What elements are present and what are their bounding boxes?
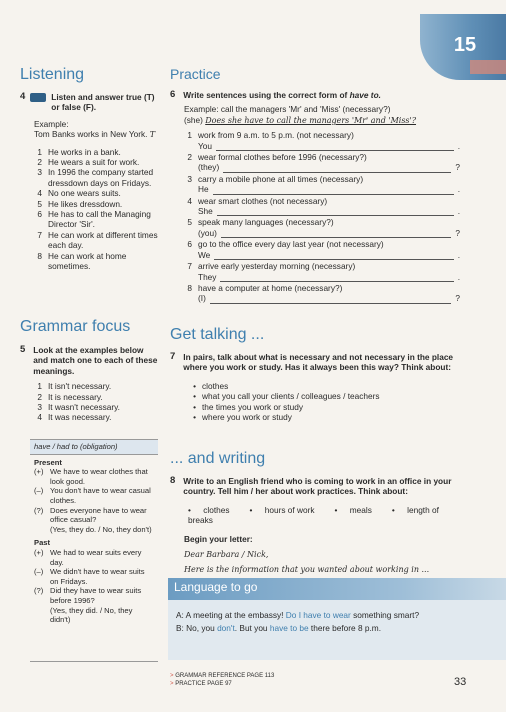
grammar-example	[34, 525, 154, 535]
answer-row	[198, 228, 460, 238]
list-item	[34, 147, 160, 157]
cassette-icon	[30, 93, 46, 102]
grammar-example	[34, 567, 154, 586]
bullet-icon: •	[193, 401, 196, 412]
item-text: He can work at home sometimes.	[48, 250, 127, 272]
references	[170, 672, 274, 688]
answer-subject: (I)	[198, 293, 206, 304]
answer-row	[198, 250, 460, 260]
practice-items	[184, 130, 460, 304]
item-number: 4	[37, 188, 42, 199]
exercise-instruction: Write sentences using the correct form of	[183, 90, 350, 100]
example-sign	[34, 525, 46, 535]
item-prompt: work from 9 a.m. to 5 p.m. (not necessary)	[198, 130, 354, 141]
bullet-item	[188, 402, 460, 412]
answer-blank[interactable]	[213, 187, 454, 195]
bullet-text: the times you work or study	[202, 401, 303, 412]
example-prefix: (she)	[184, 114, 203, 125]
example-answer: Does she have to call the managers 'Mr' and 'Miss'?	[205, 115, 417, 125]
practice-prompt-row	[184, 217, 460, 227]
item-number: 6	[187, 239, 192, 250]
listening-heading: Listening	[20, 66, 85, 83]
list-item	[34, 157, 160, 167]
answer-end: .	[457, 206, 460, 217]
answer-end: ?	[455, 227, 460, 238]
practice-prompt-row	[184, 152, 460, 162]
line-a-prefix: A: A meeting at the embassy!	[176, 610, 284, 620]
answer-subject: We	[198, 249, 211, 260]
practice-prompt-row	[184, 239, 460, 249]
answer-end: .	[457, 140, 460, 151]
answer-row	[198, 141, 460, 151]
exercise-6	[170, 90, 460, 305]
practice-item	[184, 174, 460, 195]
line-a-highlight: Do I have to wear	[285, 610, 351, 620]
practice-heading: Practice	[170, 66, 221, 82]
example-sign: (?)	[34, 586, 44, 596]
example-sign: (?)	[34, 505, 44, 515]
page-number: 33	[454, 676, 467, 688]
practice-reference: PRACTICE PAGE 97	[175, 681, 232, 687]
answer-row	[198, 272, 460, 282]
bullet-icon: •	[334, 504, 340, 515]
listening-items	[34, 147, 160, 272]
item-text: It is necessary.	[48, 391, 103, 402]
item-number: 5	[37, 198, 42, 209]
grammar-example	[34, 606, 154, 625]
item-prompt: speak many languages (necessary?)	[198, 217, 334, 228]
bullet-item	[188, 391, 460, 401]
list-item	[34, 392, 160, 402]
present-examples	[34, 467, 154, 534]
practice-prompt-row	[184, 174, 460, 184]
dialogue-line-a	[176, 610, 498, 620]
exercise-number: 5	[20, 344, 26, 355]
exercise-8	[170, 476, 460, 576]
item-number: 4	[37, 412, 42, 423]
practice-item	[184, 152, 460, 173]
arrow-right-icon: >	[170, 673, 174, 679]
practice-prompt-row	[184, 261, 460, 271]
bullet-text: clothes	[202, 380, 229, 391]
bullet-text: length of breaks	[188, 504, 439, 526]
past-examples	[34, 548, 154, 625]
example-text: Did they have to wear suits before 1996?	[50, 586, 142, 605]
example-label: Example:	[34, 118, 69, 129]
grammar-box-title: have / had to (obligation)	[30, 440, 158, 455]
example-text: We have to wear clothes that look good.	[50, 467, 148, 486]
answer-blank[interactable]	[217, 208, 454, 216]
item-prompt: carry a mobile phone at all times (necessary)	[198, 173, 364, 184]
bullet-item	[188, 412, 460, 422]
exercise-instruction: Look at the examples below and match one to each of these meanings.	[33, 345, 158, 376]
bullet-text: meals	[349, 504, 372, 515]
grammar-example	[34, 486, 154, 505]
answer-blank[interactable]	[210, 296, 452, 304]
item-text: He can work at different times each day.	[48, 229, 158, 251]
bullet-text: hours of work	[264, 504, 315, 515]
item-number: 1	[187, 130, 192, 141]
letter-line-1: Dear Barbara / Nick,	[184, 550, 269, 560]
item-number: 3	[187, 173, 192, 184]
line-b-mid: . But you	[234, 623, 268, 634]
example-text: Does everyone have to wear office casual?	[50, 505, 147, 525]
example-sign: (–)	[34, 486, 44, 496]
list-item	[34, 209, 160, 230]
page-tab-number: 15	[453, 34, 477, 56]
letter-line-2: Here is the information that you wanted about working in ...	[184, 565, 430, 575]
list-item	[34, 188, 160, 198]
item-number: 7	[187, 261, 192, 272]
answer-blank[interactable]	[221, 230, 451, 238]
exercise-number: 4	[20, 91, 26, 102]
bullet-icon: •	[193, 412, 196, 423]
practice-item	[184, 130, 460, 151]
line-b-highlight-1: don't	[217, 623, 235, 634]
item-text: In 1996 the company started dressdown days on Fridays.	[48, 167, 154, 188]
grammar-heading: Grammar focus	[20, 318, 131, 335]
exercise-4	[20, 92, 160, 272]
answer-subject: (they)	[198, 162, 220, 173]
answer-row	[198, 206, 460, 216]
practice-item	[184, 196, 460, 217]
bullet-icon: •	[193, 380, 196, 391]
answer-subject: He	[198, 184, 209, 195]
begin-label: Begin your letter:	[184, 533, 253, 544]
practice-prompt-row	[184, 196, 460, 206]
answer-end: ?	[455, 162, 460, 173]
item-number: 8	[37, 250, 42, 261]
list-item	[34, 402, 160, 412]
line-a-suffix: something smart?	[353, 610, 420, 620]
practice-prompt-row	[184, 283, 460, 293]
writing-bullets	[188, 505, 460, 526]
bullet-icon: •	[391, 504, 398, 515]
practice-item	[184, 261, 460, 282]
item-text: He wears a suit for work.	[48, 157, 140, 168]
exercise-instruction: Write to an English friend who is coming to work in an office in your country. Tell him / her about work practices. Think about:	[183, 476, 452, 497]
item-number: 7	[37, 229, 42, 240]
bullet-text: what you call your clients / colleagues / teachers	[202, 391, 380, 402]
item-prompt: wear smart clothes (not necessary)	[198, 195, 328, 206]
list-item	[34, 381, 160, 391]
grammar-example	[34, 467, 154, 486]
item-number: 6	[37, 209, 42, 220]
writing-heading: ... and writing	[170, 450, 266, 467]
answer-end: .	[457, 249, 460, 260]
example-text: We had to wear suits every day.	[50, 547, 142, 567]
exercise-instruction: Listen and answer true (T) or false (F).	[51, 92, 155, 113]
list-item	[34, 251, 160, 272]
bullet-item	[335, 505, 382, 515]
item-text: No one wears suits.	[48, 188, 121, 199]
bullet-icon: •	[249, 504, 255, 515]
example-text: Tom Banks works in New York.	[34, 129, 148, 140]
answer-end: .	[457, 184, 460, 195]
item-number: 2	[187, 152, 192, 163]
bullet-text: clothes	[203, 504, 230, 515]
example-sign: (–)	[34, 567, 44, 577]
example-text: (Yes, they do. / No, they don't)	[50, 524, 152, 534]
example-sign: (+)	[34, 547, 44, 557]
answer-end: ?	[455, 293, 460, 304]
bullet-item	[188, 381, 460, 391]
exercise-5	[20, 345, 160, 423]
item-text: He has to call the Managing Director 'Sir'.	[48, 209, 151, 230]
page-tab-accent	[470, 60, 506, 74]
past-label: Past	[34, 538, 51, 548]
line-b-suffix: there before 8 p.m.	[310, 623, 382, 634]
answer-blank[interactable]	[223, 165, 451, 173]
practice-item	[184, 283, 460, 304]
exercise-instruction: In pairs, talk about what is necessary and not necessary in the place where you work or study. Has it always been this way? Think about:	[183, 352, 454, 373]
item-prompt: have a computer at home (necessary?)	[198, 282, 343, 293]
list-item	[34, 199, 160, 209]
item-number: 2	[37, 391, 42, 402]
bullet-item	[188, 505, 240, 515]
answer-blank[interactable]	[214, 252, 453, 260]
answer-blank[interactable]	[220, 274, 453, 282]
answer-row	[198, 184, 460, 194]
example-text: You don't have to wear casual clothes.	[50, 486, 151, 505]
present-label: Present	[34, 457, 62, 467]
grammar-example	[34, 586, 154, 605]
exercise-number: 6	[170, 89, 176, 100]
answer-row	[198, 162, 460, 172]
talking-heading: Get talking ...	[170, 326, 265, 343]
example-text: We didn't have to wear suits on Fridays.	[50, 567, 145, 586]
item-number: 1	[37, 381, 42, 392]
bullet-text: where you work or study	[202, 412, 292, 423]
grammar-items	[34, 381, 160, 423]
dialogue-line-b	[176, 623, 498, 633]
item-text: He works in a bank.	[48, 146, 121, 157]
talking-bullets	[188, 381, 460, 423]
line-b-prefix: B: No, you	[176, 623, 215, 634]
item-number: 3	[37, 167, 42, 178]
example-answer: T	[149, 130, 156, 140]
bullet-item	[250, 505, 325, 515]
answer-end: .	[457, 271, 460, 282]
item-text: It isn't necessary.	[48, 381, 112, 392]
list-item	[34, 167, 160, 188]
answer-subject: You	[198, 140, 213, 151]
list-item	[34, 230, 160, 251]
practice-item	[184, 239, 460, 260]
example-text: (Yes, they did. / No, they didn't)	[50, 605, 133, 625]
bullet-icon: •	[193, 391, 196, 402]
item-prompt: wear formal clothes before 1996 (necessary?)	[198, 152, 367, 163]
grammar-reference: GRAMMAR REFERENCE PAGE 113	[175, 673, 275, 679]
line-b-highlight-2: have to be	[269, 623, 309, 634]
item-text: It wasn't necessary.	[48, 402, 120, 413]
reference-link[interactable]	[170, 672, 274, 680]
bullet-icon: •	[188, 504, 194, 515]
answer-subject: They	[198, 271, 217, 282]
item-number: 4	[187, 195, 192, 206]
example-sign: (+)	[34, 467, 44, 477]
arrow-right-icon: >	[170, 681, 174, 687]
answer-blank[interactable]	[216, 143, 454, 151]
grammar-box	[30, 439, 158, 662]
grammar-example	[34, 548, 154, 567]
practice-item	[184, 217, 460, 238]
item-number: 2	[37, 157, 42, 168]
example-sign	[34, 606, 46, 625]
item-number: 5	[187, 217, 192, 228]
exercise-7	[170, 352, 460, 422]
item-prompt: go to the office every day last year (not necessary)	[198, 239, 384, 250]
item-number: 8	[187, 282, 192, 293]
answer-subject: She	[198, 206, 213, 217]
list-item	[34, 412, 160, 422]
answer-row	[198, 293, 460, 303]
item-prompt: arrive early yesterday morning (necessary)	[198, 261, 356, 272]
exercise-instruction-term: have to.	[349, 90, 381, 100]
exercise-number: 7	[170, 351, 176, 362]
exercise-number: 8	[170, 475, 176, 486]
item-number: 3	[37, 402, 42, 413]
language-to-go-heading: Language to go	[168, 578, 506, 600]
practice-prompt-row	[184, 130, 460, 140]
grammar-example	[34, 506, 154, 525]
reference-link[interactable]	[170, 680, 274, 688]
language-to-go-box	[168, 578, 506, 660]
item-text: He likes dressdown.	[48, 198, 123, 209]
example-line: Example: call the managers 'Mr' and 'Miss' (necessary?)	[184, 104, 391, 115]
answer-subject: (you)	[198, 227, 217, 238]
item-number: 1	[37, 146, 42, 157]
item-text: It was necessary.	[48, 412, 112, 423]
